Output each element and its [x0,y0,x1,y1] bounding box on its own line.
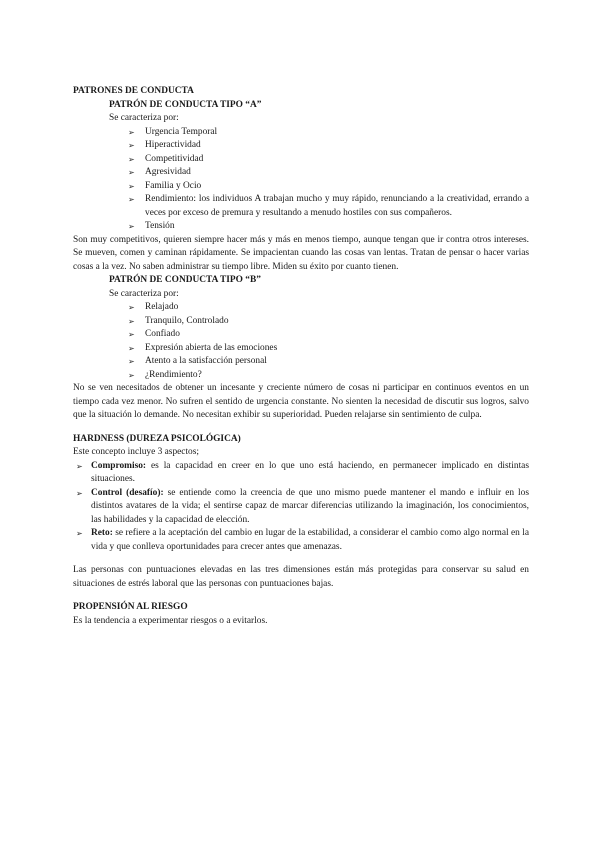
arrow-bullet-icon: ➢ [128,343,135,353]
list-item: ➢ Reto: se refiere a la aceptación del cambio en lugar de la estabilidad, a considerar el cambio como algo normal en la vida y que conlleva oportunidades para crecer antes que amenazas. [76,528,529,552]
list-hardness [73,460,529,555]
list-tipo-a [73,126,529,234]
arrow-bullet-icon: ➢ [128,195,135,204]
arrow-bullet-icon: ➢ [128,316,135,326]
arrow-bullet-icon: ➢ [128,181,135,191]
intro-hardness: Este concepto incluye 3 aspectos; [73,447,199,457]
list-item: ➢ Agresividad [73,166,529,180]
list-tipo-b [73,301,529,382]
section-title-propension: PROPENSIÓN AL RIESGO [73,602,188,612]
section-title-hardness: HARDNESS (DUREZA PSICOLÓGICA) [73,433,241,444]
arrow-bullet-icon: ➢ [128,330,135,339]
section-title-patrones: PATRONES DE CONDUCTA [73,86,194,96]
list-item: ➢ Rendimiento: los individuos A trabajan mucho y muy rápido, renunciando a la creatividad, errando a veces por exceso de premura y resultando a menudo hostiles con sus compañeros. [128,194,529,218]
arrow-bullet-icon: ➢ [76,488,83,498]
paragraph-tipo-b: No se ven necesitados de obtener un incesante y creciente número de cosas ni participar en continuos eventos en un tiempo cada vez menor. No sufren el sentido de urgencia constante. No sienten la necesidad de discutir sus logros, salvo que la situación lo demande. No necesitan exhibir su superioridad. Pueden relajarse sin sentimiento de culpa. [73,383,529,420]
arrow-bullet-icon: ➢ [128,141,135,150]
arrow-bullet-icon: ➢ [128,370,135,380]
arrow-bullet-icon: ➢ [128,168,135,177]
intro-tipo-b: Se caracteriza por: [109,288,179,299]
document-body [73,85,529,628]
paragraph-propension: Es la tendencia a experimentar riesgos o a evitarlos. [73,615,268,626]
paragraph-tipo-a: Son muy competitivos, quieren siempre hacer más y más en menos tiempo, aunque tengan que ir contra otros intereses. Se mueven, comen y caminan rápidamente. Se impacientan cuando las cosas van lentas. Tratan de pensar o hacer varias cosas a la vez. No saben administrar su tiempo libre. Miden su éxito por cuanto tienen. [73,234,529,272]
list-item: ➢ Familia y Ocio [73,180,529,194]
arrow-bullet-icon: ➢ [76,529,83,538]
arrow-bullet-icon: ➢ [128,154,135,164]
list-item: ➢ Hiperactividad [73,139,529,153]
subsection-title-tipo-b: PATRÓN DE CONDUCTA TIPO “B” [109,275,261,285]
list-item: ➢ Urgencia Temporal [73,126,529,140]
list-item: ➢ Confiado [73,328,529,342]
arrow-bullet-icon: ➢ [76,461,83,471]
list-item: ➢ Control (desafío): se entiende como la creencia de que uno mismo puede mantener el mando e influir en los distintos avatares de la vida; el sentirse capaz de marcar diferencias utilizando la imaginación, los conocimientos, las habilidades y la capacidad de elección. [76,487,529,525]
list-item: ➢ Expresión abierta de las emociones [73,342,529,356]
list-item: ➢ Tranquilo, Controlado [73,315,529,329]
list-item: ➢ Relajado [73,301,529,315]
list-item: ➢ Competitividad [73,153,529,167]
arrow-bullet-icon: ➢ [128,127,135,137]
list-item: ➢ Tensión [73,220,529,234]
arrow-bullet-icon: ➢ [128,357,135,366]
arrow-bullet-icon: ➢ [128,303,135,312]
list-item: ➢ Compromiso: es la capacidad en creer en lo que uno está haciendo, en permanecer implicado en distintas situaciones. [76,460,529,484]
list-item: ➢ Atento a la satisfacción personal [73,355,529,369]
paragraph-hardness: Las personas con puntuaciones elevadas en las tres dimensiones están más protegidas para conservar su salud en situaciones de estrés laboral que las personas con puntuaciones bajas. [73,565,529,589]
intro-tipo-a: Se caracteriza por: [109,113,179,123]
subsection-title-tipo-a: PATRÓN DE CONDUCTA TIPO “A” [109,99,262,110]
list-item: ➢ ¿Rendimiento? [73,369,529,383]
arrow-bullet-icon: ➢ [128,222,135,231]
